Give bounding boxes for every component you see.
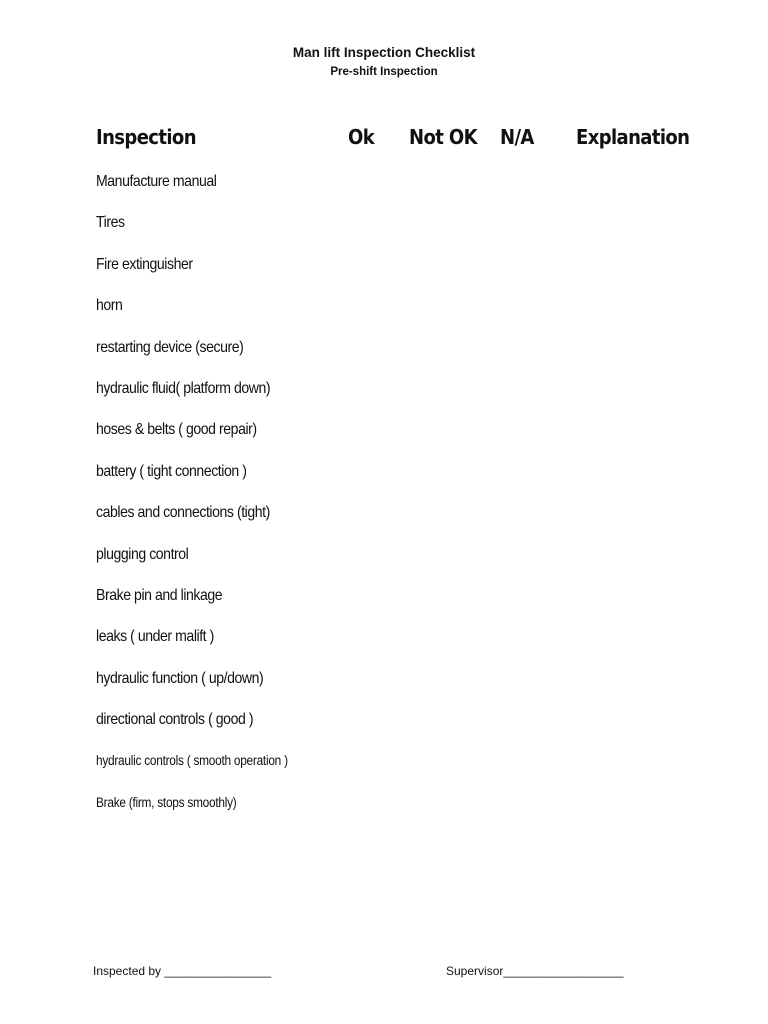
inspection-item: Brake pin and linkage [96,586,223,604]
inspection-item: Tires [96,214,125,232]
header-ok: Ok [348,125,375,149]
inspection-item: restarting device (secure) [96,338,244,356]
inspection-item: Brake (firm, stops smoothly) [96,794,237,810]
inspection-item: Manufacture manual [96,173,217,190]
document-subtitle: Pre-shift Inspection [330,66,438,78]
inspection-item: Fire extinguisher [96,255,193,273]
inspection-item: hoses & belts ( good repair) [96,421,257,439]
supervisor-line: Supervisor__________________ [446,964,624,978]
inspection-item: battery ( tight connection ) [96,462,247,480]
inspection-item: horn [96,297,123,315]
inspection-item: hydraulic fluid( platform down) [96,379,271,397]
inspection-item: directional controls ( good ) [96,711,254,729]
inspection-item: hydraulic controls ( smooth operation ) [96,753,288,769]
inspection-item: cables and connections (tight) [96,504,270,522]
header-na: N/A [500,125,534,149]
inspection-items-list [96,170,314,832]
inspection-item: plugging control [96,545,189,563]
header-inspection: Inspection [96,125,196,149]
inspected-by-line: Inspected by ________________ [93,964,272,978]
inspection-item: leaks ( under malift ) [96,628,214,646]
document-title: Man lift Inspection Checklist [292,45,476,60]
header-explanation: Explanation [576,125,690,149]
header-not-ok: Not OK [409,125,477,149]
inspection-item: hydraulic function ( up/down) [96,669,264,687]
